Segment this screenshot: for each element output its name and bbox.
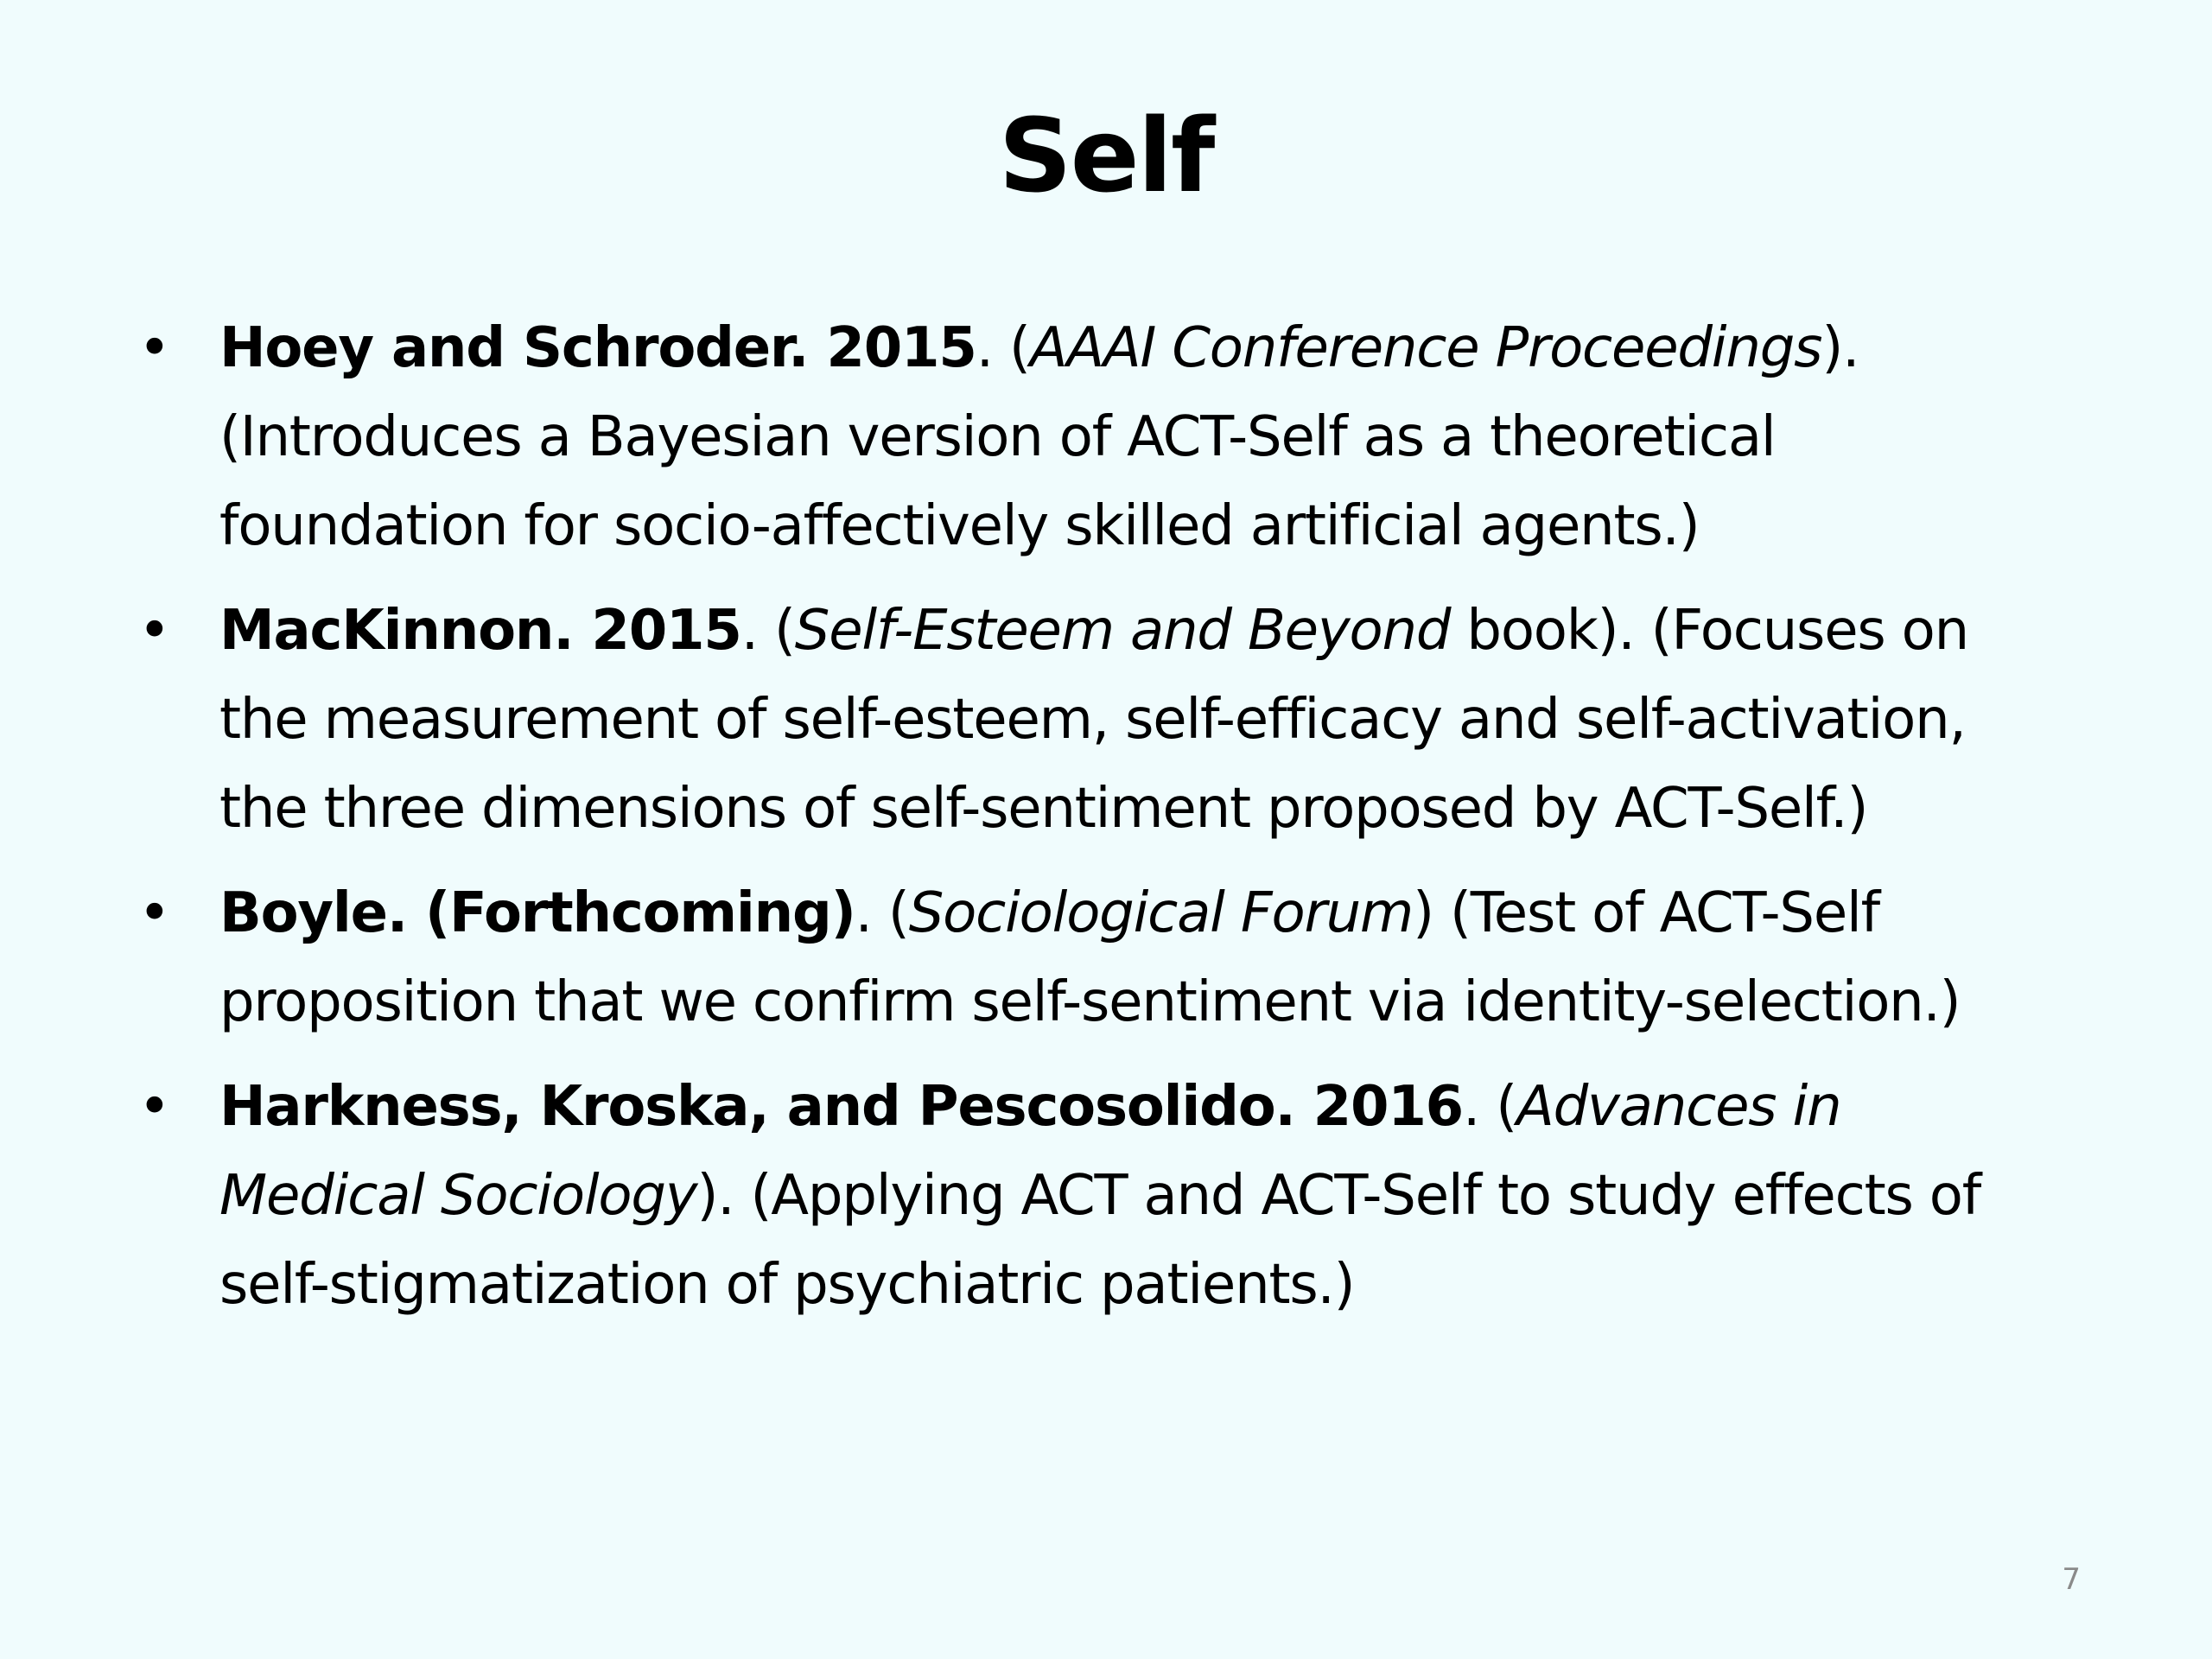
reference-description: book). (Focuses on the measurement of self-esteem, self-efficacy and self-activation, the three dimensions of self-sentiment proposed by ACT-Self.)	[219, 599, 1968, 841]
reference-source: Sociological Forum	[908, 881, 1414, 945]
reference-author: Harkness, Kroska, and Pescosolido. 2016	[219, 1075, 1463, 1139]
list-item	[130, 869, 2056, 1047]
reference-author: Hoey and Schroder. 2015	[219, 316, 976, 380]
reference-source: Self-Esteem and Beyond	[794, 599, 1451, 663]
reference-separator: . (	[1462, 1075, 1517, 1139]
reference-description: ). (Applying ACT and ACT-Self to study effects of self-stigmatization of psychiatric patients.)	[219, 1164, 1981, 1317]
reference-source: Advances in Medical Sociology	[219, 1075, 1841, 1228]
reference-separator: . (	[976, 316, 1030, 380]
page-number: 7	[2062, 1562, 2081, 1597]
reference-source: AAAI Conference Proceedings	[1029, 316, 1822, 380]
slide-title: Self	[998, 96, 1214, 215]
reference-description: ). (Introduces a Bayesian version of ACT-Self as a theoretical foundation for socio-affectively skilled artificial agents.)	[219, 316, 1859, 558]
bullet-icon: •	[138, 316, 170, 380]
reference-author: MacKinnon. 2015	[219, 599, 741, 663]
list-item	[130, 304, 2056, 571]
bullet-icon: •	[138, 881, 170, 945]
bullet-icon: •	[138, 599, 170, 663]
reference-separator: . (	[855, 881, 909, 945]
bullet-icon: •	[138, 1075, 170, 1139]
list-item	[130, 1063, 2056, 1330]
reference-list	[130, 304, 2056, 1345]
reference-description: ) (Test of ACT-Self proposition that we confirm self-sentiment via identity-selection.)	[219, 881, 1961, 1034]
reference-separator: . (	[741, 599, 795, 663]
list-item	[130, 587, 2056, 854]
reference-author: Boyle. (Forthcoming)	[219, 881, 855, 945]
